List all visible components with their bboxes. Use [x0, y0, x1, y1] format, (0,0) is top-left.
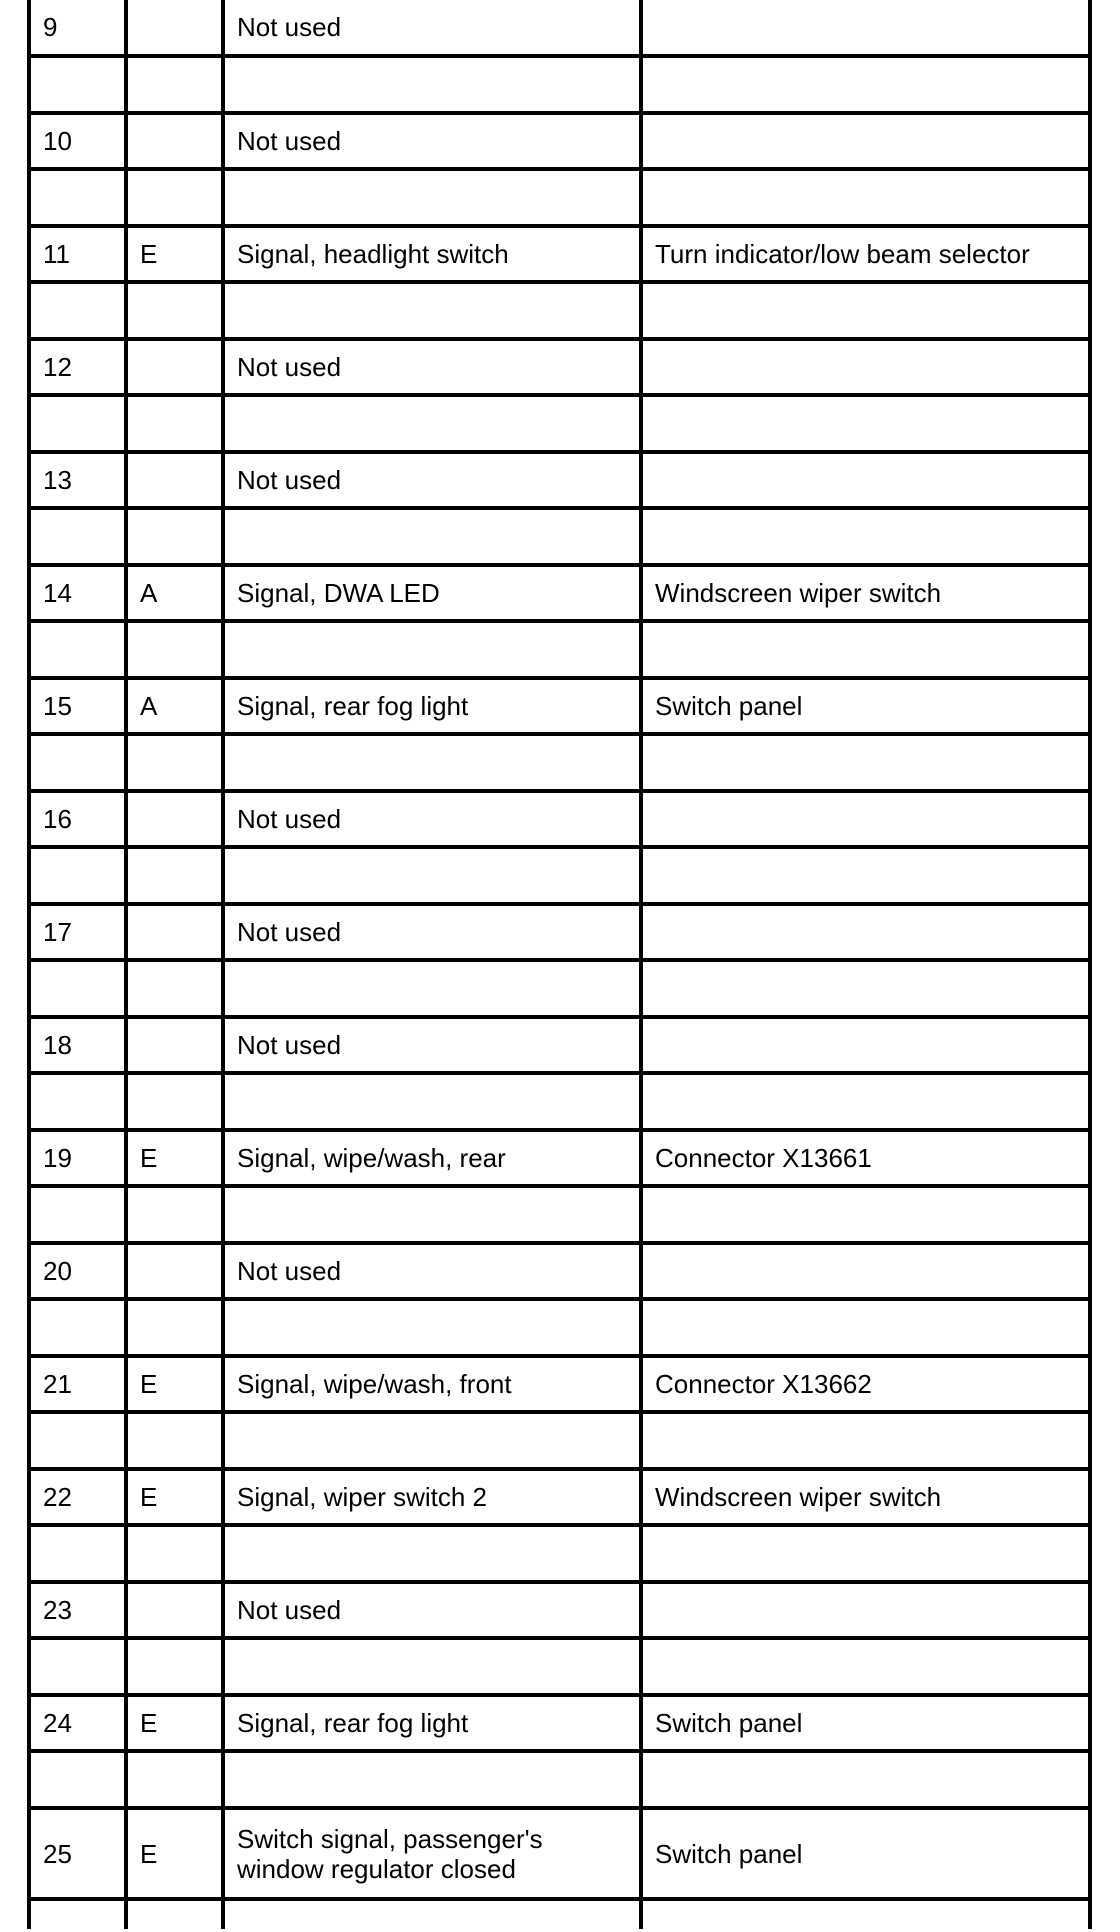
type-cell: [126, 904, 223, 960]
spacer-cell: [29, 621, 126, 678]
connection-cell: [641, 452, 1090, 508]
spacer-cell: [641, 56, 1090, 113]
description-cell: Signal, wiper switch 2: [223, 1469, 641, 1525]
pin-cell: 19: [29, 1130, 126, 1186]
connection-cell: Switch panel: [641, 1695, 1090, 1751]
connection-cell: [641, 1017, 1090, 1073]
spacer-cell: [223, 1525, 641, 1582]
pin-assignment-table: [27, 0, 1092, 1929]
spacer-cell: [223, 960, 641, 1017]
description-cell: Not used: [223, 904, 641, 960]
spacer-cell: [29, 1412, 126, 1469]
spacer-cell: [29, 1073, 126, 1130]
pin-cell: 18: [29, 1017, 126, 1073]
description-cell: Not used: [223, 0, 641, 56]
spacer-cell: [29, 395, 126, 452]
spacer-cell: [223, 1073, 641, 1130]
spacer-cell: [29, 282, 126, 339]
table-row: [29, 339, 1090, 395]
description-cell: Signal, rear fog light: [223, 678, 641, 734]
spacer-cell: [126, 1638, 223, 1695]
connection-cell: [641, 113, 1090, 169]
pin-cell: 23: [29, 1582, 126, 1638]
spacer-cell: [641, 1186, 1090, 1243]
spacer-cell: [223, 282, 641, 339]
table-row: [29, 1695, 1090, 1751]
description-line: window regulator closed: [237, 1853, 516, 1884]
connection-cell: [641, 1243, 1090, 1299]
spacer-cell: [223, 1751, 641, 1808]
type-cell: E: [126, 1469, 223, 1525]
table-row: [29, 1130, 1090, 1186]
spacer-row: [29, 1525, 1090, 1582]
pin-cell: 17: [29, 904, 126, 960]
spacer-row: [29, 1073, 1090, 1130]
spacer-cell: [641, 1299, 1090, 1356]
spacer-row: [29, 1751, 1090, 1808]
connection-cell: Windscreen wiper switch: [641, 1469, 1090, 1525]
connection-cell: Connector X13662: [641, 1356, 1090, 1412]
connection-cell: Turn indicator/low beam selector: [641, 226, 1090, 282]
spacer-cell: [223, 56, 641, 113]
description-cell: Signal, headlight switch: [223, 226, 641, 282]
spacer-cell: [29, 847, 126, 904]
connection-cell: Switch panel: [641, 678, 1090, 734]
table-row: [29, 226, 1090, 282]
type-cell: [126, 0, 223, 56]
description-cell: Not used: [223, 1243, 641, 1299]
spacer-cell: [29, 1899, 126, 1929]
spacer-cell: [126, 734, 223, 791]
table-row: [29, 678, 1090, 734]
spacer-cell: [126, 282, 223, 339]
table-row: [29, 1017, 1090, 1073]
connection-cell: [641, 0, 1090, 56]
pin-cell: 21: [29, 1356, 126, 1412]
type-cell: [126, 791, 223, 847]
spacer-row: [29, 1899, 1090, 1929]
table-row: [29, 1582, 1090, 1638]
spacer-cell: [29, 960, 126, 1017]
description-line: Switch signal, passenger's: [237, 1823, 543, 1854]
spacer-cell: [126, 1525, 223, 1582]
spacer-row: [29, 395, 1090, 452]
pin-cell: 10: [29, 113, 126, 169]
table-row: [29, 1243, 1090, 1299]
spacer-row: [29, 621, 1090, 678]
spacer-cell: [126, 56, 223, 113]
pin-cell: 16: [29, 791, 126, 847]
pin-cell: 25: [29, 1808, 126, 1899]
spacer-cell: [641, 395, 1090, 452]
pin-cell: 9: [29, 0, 126, 56]
description-cell: [223, 1808, 641, 1899]
table-row: [29, 904, 1090, 960]
table-row: [29, 452, 1090, 508]
type-cell: [126, 1017, 223, 1073]
type-cell: E: [126, 1130, 223, 1186]
spacer-row: [29, 1186, 1090, 1243]
pin-cell: 15: [29, 678, 126, 734]
spacer-cell: [223, 508, 641, 565]
spacer-cell: [126, 395, 223, 452]
table-row: [29, 1469, 1090, 1525]
spacer-row: [29, 169, 1090, 226]
spacer-cell: [641, 282, 1090, 339]
spacer-cell: [223, 1412, 641, 1469]
spacer-cell: [126, 960, 223, 1017]
spacer-cell: [223, 1638, 641, 1695]
spacer-cell: [29, 734, 126, 791]
pin-cell: 11: [29, 226, 126, 282]
spacer-cell: [29, 56, 126, 113]
connection-cell: [641, 339, 1090, 395]
spacer-cell: [126, 1073, 223, 1130]
type-cell: E: [126, 1808, 223, 1899]
type-cell: [126, 1243, 223, 1299]
spacer-cell: [126, 169, 223, 226]
spacer-cell: [641, 734, 1090, 791]
type-cell: [126, 1582, 223, 1638]
pin-cell: 24: [29, 1695, 126, 1751]
spacer-cell: [223, 169, 641, 226]
connection-cell: [641, 791, 1090, 847]
description-cell: Not used: [223, 339, 641, 395]
spacer-row: [29, 56, 1090, 113]
table-row: [29, 0, 1090, 56]
spacer-cell: [126, 847, 223, 904]
type-cell: E: [126, 1356, 223, 1412]
spacer-row: [29, 508, 1090, 565]
spacer-cell: [641, 1899, 1090, 1929]
spacer-cell: [126, 1412, 223, 1469]
description-cell: Not used: [223, 791, 641, 847]
pin-cell: 22: [29, 1469, 126, 1525]
spacer-cell: [223, 734, 641, 791]
pin-cell: 13: [29, 452, 126, 508]
spacer-row: [29, 282, 1090, 339]
table-row: [29, 1356, 1090, 1412]
spacer-row: [29, 960, 1090, 1017]
spacer-cell: [223, 1299, 641, 1356]
description-cell: Signal, rear fog light: [223, 1695, 641, 1751]
table-row: [29, 791, 1090, 847]
spacer-cell: [126, 621, 223, 678]
description-cell: Not used: [223, 1017, 641, 1073]
spacer-cell: [126, 1751, 223, 1808]
spacer-cell: [641, 1525, 1090, 1582]
spacer-cell: [126, 1186, 223, 1243]
spacer-cell: [223, 1899, 641, 1929]
spacer-cell: [29, 1751, 126, 1808]
spacer-cell: [29, 508, 126, 565]
spacer-cell: [641, 1073, 1090, 1130]
spacer-cell: [223, 1186, 641, 1243]
spacer-cell: [641, 847, 1090, 904]
spacer-cell: [641, 1638, 1090, 1695]
spacer-cell: [29, 1638, 126, 1695]
description-cell: Signal, DWA LED: [223, 565, 641, 621]
spacer-cell: [29, 169, 126, 226]
spacer-row: [29, 734, 1090, 791]
spacer-row: [29, 1412, 1090, 1469]
type-cell: [126, 452, 223, 508]
type-cell: [126, 339, 223, 395]
spacer-cell: [223, 621, 641, 678]
spacer-cell: [223, 395, 641, 452]
table-row: [29, 1808, 1090, 1899]
table-row: [29, 113, 1090, 169]
connection-cell: Switch panel: [641, 1808, 1090, 1899]
spacer-cell: [641, 1412, 1090, 1469]
spacer-cell: [641, 169, 1090, 226]
spacer-cell: [29, 1525, 126, 1582]
table-body: [29, 0, 1090, 1929]
spacer-cell: [641, 508, 1090, 565]
spacer-cell: [126, 508, 223, 565]
type-cell: A: [126, 565, 223, 621]
spacer-row: [29, 1299, 1090, 1356]
spacer-row: [29, 1638, 1090, 1695]
description-cell: Signal, wipe/wash, rear: [223, 1130, 641, 1186]
table-row: [29, 565, 1090, 621]
pin-cell: 12: [29, 339, 126, 395]
spacer-cell: [126, 1299, 223, 1356]
pin-cell: 14: [29, 565, 126, 621]
description-cell: Signal, wipe/wash, front: [223, 1356, 641, 1412]
type-cell: A: [126, 678, 223, 734]
type-cell: E: [126, 226, 223, 282]
connection-cell: Connector X13661: [641, 1130, 1090, 1186]
connection-cell: [641, 904, 1090, 960]
spacer-cell: [223, 847, 641, 904]
type-cell: E: [126, 1695, 223, 1751]
spacer-cell: [126, 1899, 223, 1929]
spacer-row: [29, 847, 1090, 904]
spacer-cell: [641, 960, 1090, 1017]
description-cell: Not used: [223, 1582, 641, 1638]
spacer-cell: [29, 1299, 126, 1356]
description-cell: Not used: [223, 113, 641, 169]
type-cell: [126, 113, 223, 169]
pin-cell: 20: [29, 1243, 126, 1299]
spacer-cell: [29, 1186, 126, 1243]
spacer-cell: [641, 1751, 1090, 1808]
connection-cell: Windscreen wiper switch: [641, 565, 1090, 621]
spacer-cell: [641, 621, 1090, 678]
connection-cell: [641, 1582, 1090, 1638]
description-cell: Not used: [223, 452, 641, 508]
